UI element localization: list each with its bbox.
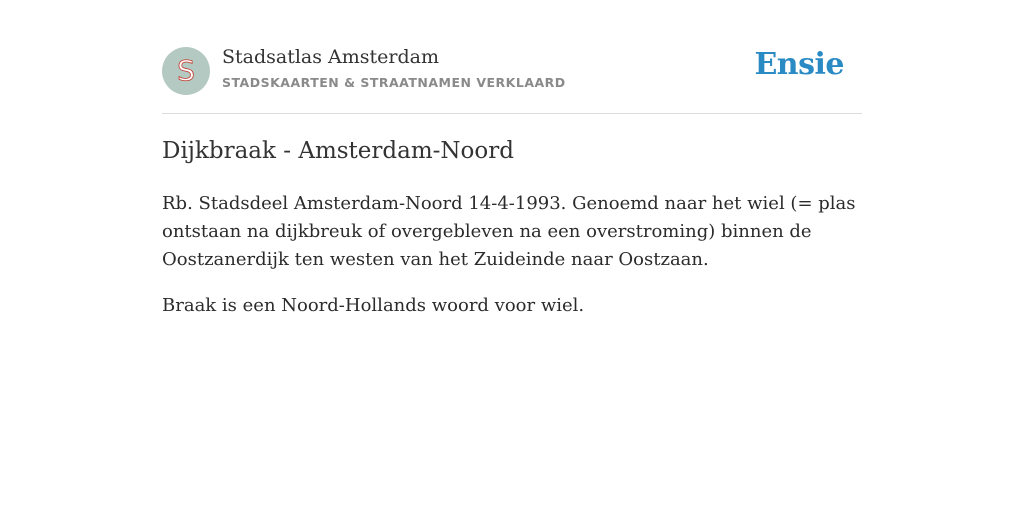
avatar-letter: S (177, 54, 195, 87)
article-paragraph: Rb. Stadsdeel Amsterdam-Noord 14-4-1993. Genoemd naar het wiel (= plas ontstaan na dijkbreuk of overgebleven na een overstroming) binnen de Oostzanerdijk ten westen van het Zuideinde naar Oostzaan. (162, 193, 856, 270)
article-paragraph: Braak is een Noord-Hollands woord voor wiel. (162, 295, 585, 316)
site-subtitle: STADSKAARTEN & STRAATNAMEN VERKLAARD (222, 75, 566, 90)
header (162, 0, 862, 114)
article-content (162, 190, 862, 338)
site-title[interactable]: Stadsatlas Amsterdam (222, 46, 440, 68)
ensie-logo[interactable]: Ensie (754, 47, 844, 82)
page-title: Dijkbraak - Amsterdam-Noord (162, 138, 514, 164)
page-container (162, 0, 862, 316)
site-avatar[interactable] (162, 47, 210, 95)
